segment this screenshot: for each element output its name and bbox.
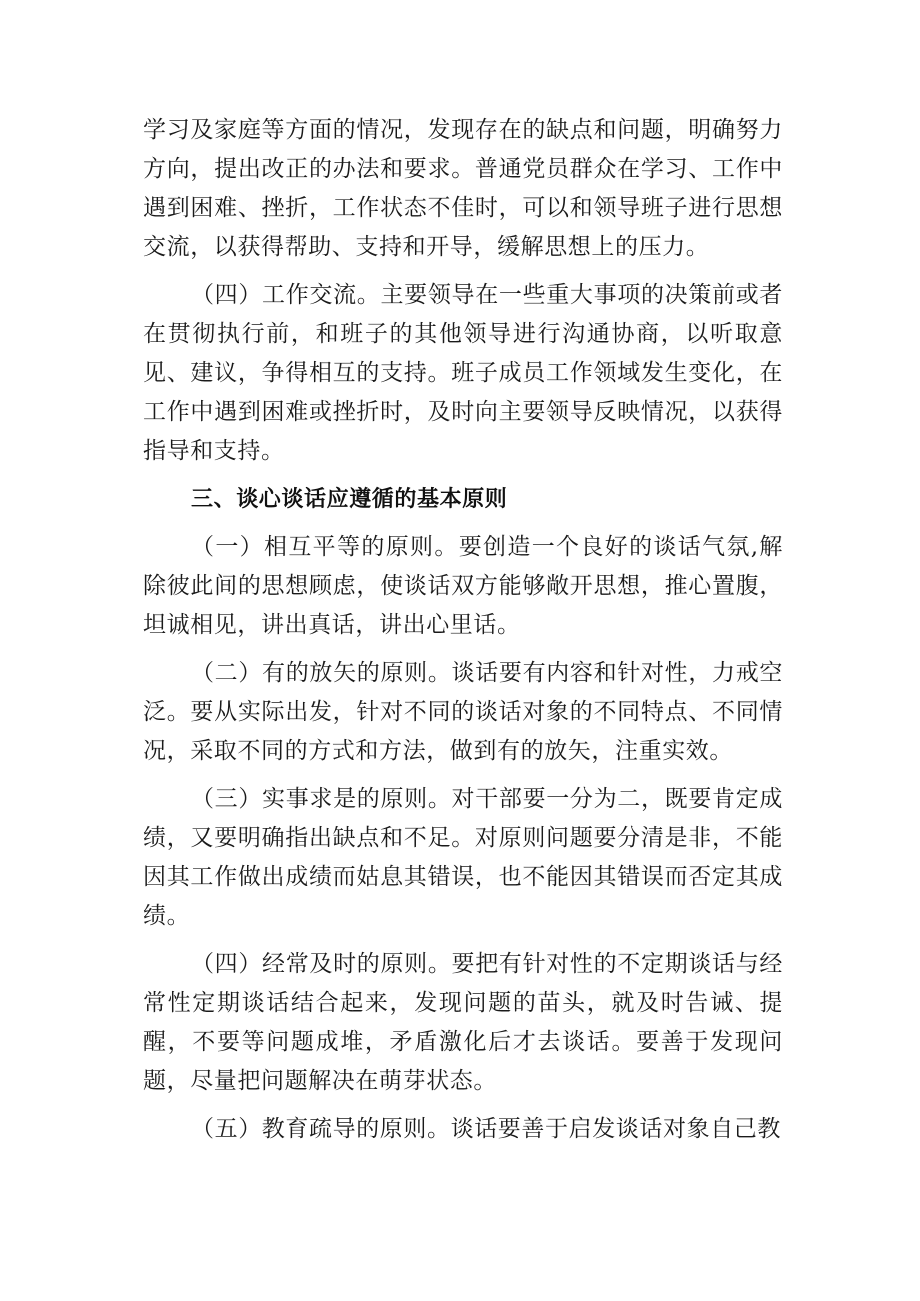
paragraph-principle-timely: （四）经常及时的原则。要把有针对性的不定期谈话与经常性定期谈话结合起来，发现问题的苗头，就及时告诫、提醒，不要等问题成堆，矛盾激化后才去谈话。要善于发现问题，尽量把问题解决在萌芽状态。 — [143, 951, 783, 1094]
paragraph-principle-equality: （一）相互平等的原则。要创造一个良好的谈话气氛,解除彼此间的思想顾虑，使谈话双方能够敞开思想，推心置腹，坦诚相见，讲出真话，讲出心里话。 — [143, 534, 783, 638]
paragraph-principle-guidance: （五）教育疏导的原则。谈话要善于启发谈话对象自己教 — [191, 1116, 781, 1142]
paragraph-work-exchange: （四）工作交流。主要领导在一些重大事项的决策前或者在贯彻执行前，和班子的其他领导进行沟通协商，以听取意见、建议，争得相互的支持。班子成员工作领域发生变化，在工作中遇到困难或挫折时，及时向主要领导反映情况，以获得指导和支持。 — [143, 282, 783, 464]
paragraph-continuation: 学习及家庭等方面的情况，发现存在的缺点和问题，明确努力方向，提出改正的办法和要求。普通党员群众在学习、工作中遇到困难、挫折，工作状态不佳时，可以和领导班子进行思想交流，以获得帮助、支持和开导，缓解思想上的压力。 — [143, 117, 783, 260]
paragraph-principle-fact-based: （三）实事求是的原则。对干部要一分为二，既要肯定成绩，又要明确指出缺点和不足。对原则问题要分清是非，不能因其工作做出成绩而姑息其错误，也不能因其错误而否定其成绩。 — [143, 786, 783, 929]
section-heading-principles: 三、谈心谈话应遵循的基本原则 — [191, 487, 508, 512]
document-body — [143, 111, 783, 1149]
paragraph-principle-targeted: （二）有的放矢的原则。谈话要有内容和针对性，力戒空泛。要从实际出发，针对不同的谈话对象的不同特点、不同情况，采取不同的方式和方法，做到有的放矢，注重实效。 — [143, 660, 783, 764]
